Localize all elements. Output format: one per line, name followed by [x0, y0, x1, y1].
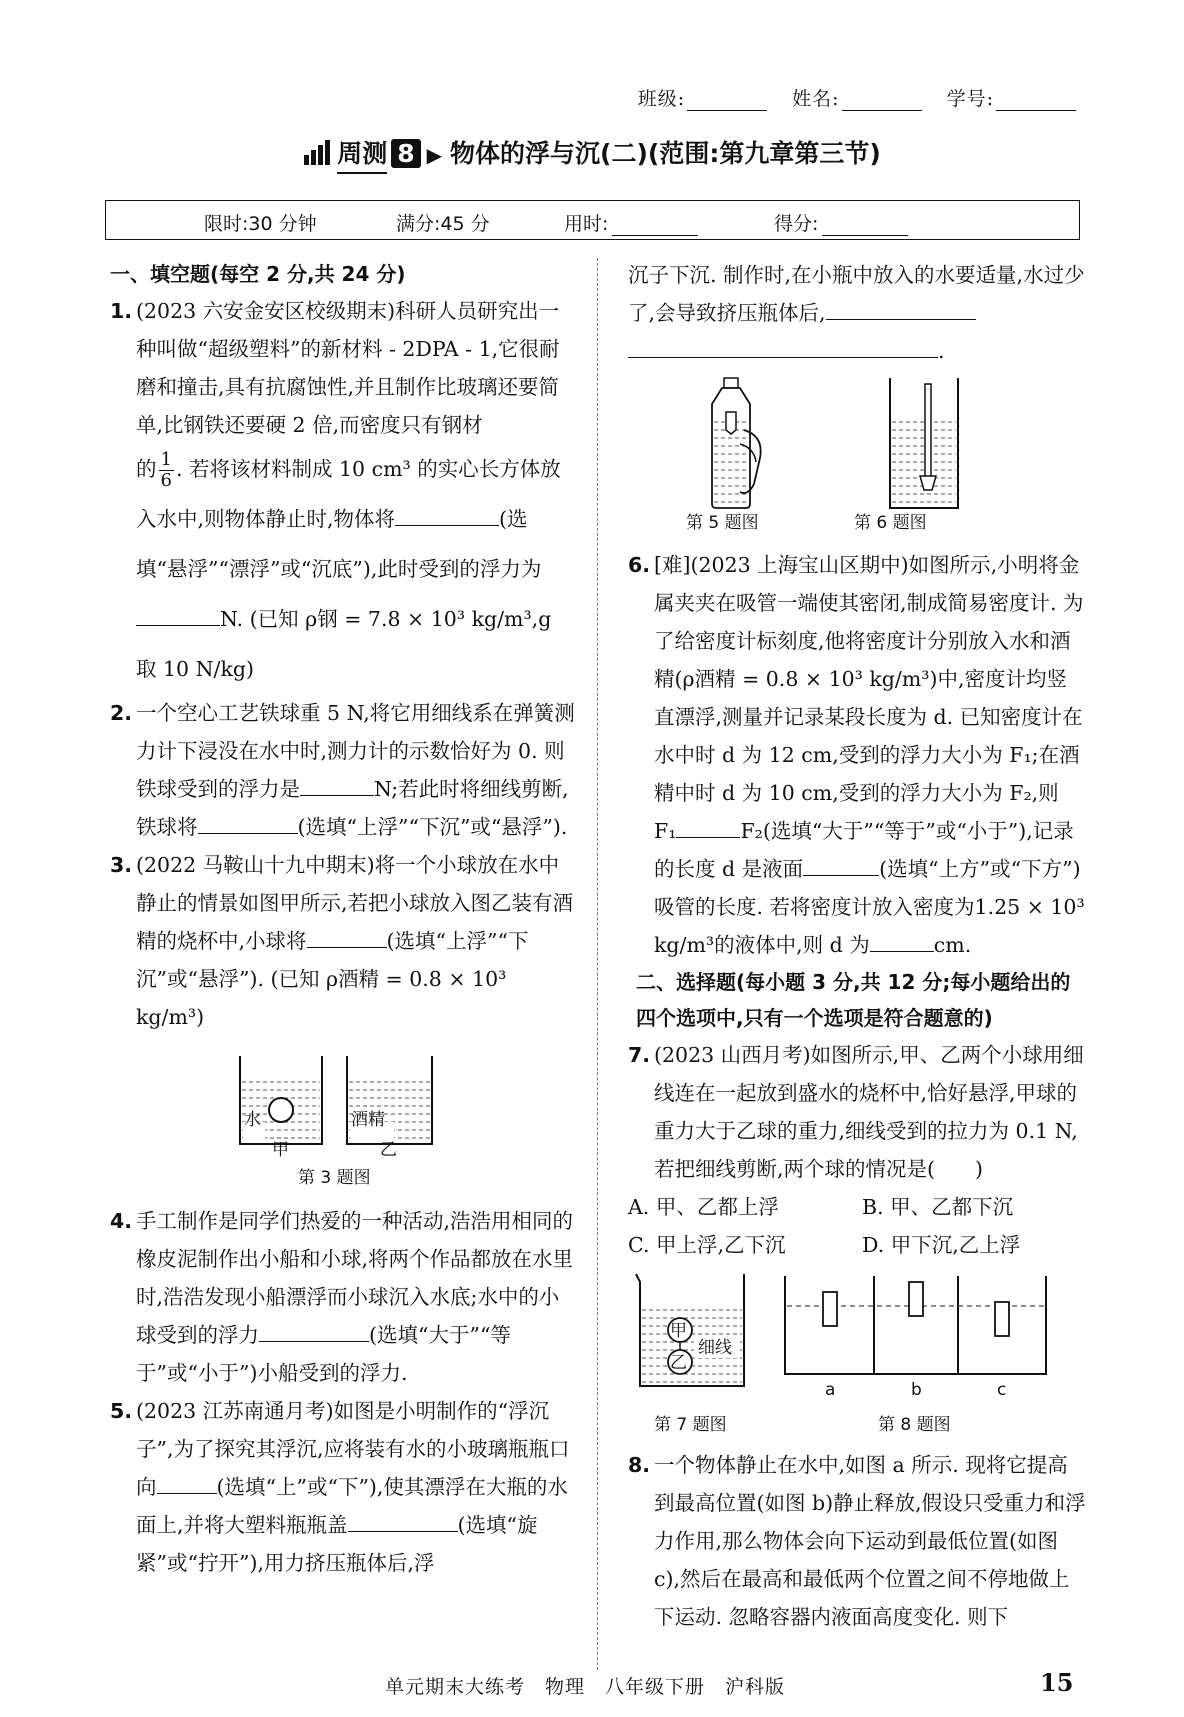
figure-5-6 [628, 374, 1086, 540]
student-info-fields [638, 84, 1076, 111]
q6-blank-3[interactable] [870, 929, 934, 952]
question-8: 8. 一个物体静止在水中,如图 a 所示. 现将它提高到最高位置(如图 b)静止释放,假设只受重力和浮力作用,那么物体会向下运动到最低位置(如图 c),然后在最高和最低两个位置之间不停地做上下运动. 忽略容器内液面高度变化. 则下 [628, 1453, 1086, 1629]
containers-abc [785, 1276, 1046, 1374]
question-4: 4. 手工制作是同学们热爱的一种活动,浩浩用相同的橡皮泥制作出小船和小球,将两个作品都放在水里时,浩浩发现小船漂浮而小球沉入水底;水中的小球受到的浮力 (选填“大于”“等于”或“小于”)小船受到的浮力. [110, 1209, 574, 1385]
bar-chart-icon [303, 139, 333, 171]
beaker-two-balls [636, 1274, 744, 1386]
q1-blank-2[interactable] [136, 603, 220, 626]
class-label: 班级: [637, 88, 686, 110]
q7-option-d[interactable]: D. 甲下沉,乙上浮 [862, 1233, 1021, 1257]
right-column [628, 256, 1086, 1636]
fraction-one-sixth: $\frac{1}{6}$ [160, 449, 172, 491]
q7-answer-slot[interactable] [935, 1154, 975, 1176]
question-5-continued: 沉子下沉. 制作时,在小瓶中放入的水要适量,水过少了,会导致挤压瓶体后, . [628, 263, 1085, 363]
week-number: 8 [391, 139, 420, 168]
label-b: b [911, 1380, 922, 1400]
question-2: 2. 一个空心工艺铁球重 5 N,将它用细线系在弹簧测力计下浸没在水中时,测力计的示数恰好为 0. 则铁球受到的浮力是 N;若此时将细线剪断,铁球将 (选填“上浮”“下沉”或“悬浮”). [110, 701, 575, 839]
q2-blank-2[interactable] [198, 811, 298, 834]
score-label: 得分: [774, 213, 819, 235]
label-jia: 甲 [272, 1140, 289, 1160]
question-1: 1. (2023 六安金安区校级期末)科研人员研究出一种叫做“超级塑料”的新材料 - 2DPA - 1,它很耐磨和撞击,具有抗腐蚀性,并且制作比玻璃还要简单,比钢铁还要硬 2 倍,而密度只有钢材 的 $\frac{1}{6}$ . 若将该材料制成 10 cm³ 的实心长方体放入水中,则物体静止时,物体将 (选填“悬浮”“漂浮”或“沉底”),此时受到的浮力为N. (已知 ρ钢 = 7.8 × 10³ kg/m³,g 取 10 N/kg) [110, 299, 561, 681]
object-c [995, 1302, 1009, 1336]
q5-blank-1[interactable] [157, 1471, 217, 1494]
figure-8-caption: 第 8 题图 [878, 1415, 951, 1435]
bottle-cartesian-diver [712, 378, 761, 508]
footer-book-title: 单元期末大练考 物理 八年级下册 沪科版 [385, 1676, 786, 1698]
id-label: 学号: [946, 88, 994, 110]
label-c: c [997, 1380, 1007, 1400]
question-7: 7. (2023 山西月考)如图所示,甲、乙两个小球用细线连在一起放到盛水的烧杯中,恰好悬浮,甲球的重力大于乙球的重力,细线受到的拉力为 0.1 N,若把细线剪断,两个球的情况是( ) A. 甲、乙都上浮 B. 甲、乙都下沉 C. 甲上浮,乙下沉 D. 甲下沉,乙上浮 [628, 1036, 1086, 1264]
q6-blank-1[interactable] [676, 815, 740, 838]
q7-option-b[interactable]: B. 甲、乙都下沉 [862, 1195, 1014, 1219]
class-field[interactable] [687, 90, 767, 111]
page-number: 15 [1040, 1668, 1074, 1697]
label-ball-yi: 乙 [670, 1353, 687, 1373]
density-meter-cup [890, 378, 958, 508]
used-time-label: 用时: [564, 213, 609, 235]
figure-3 [110, 1040, 575, 1192]
q5-blank-3[interactable] [826, 297, 976, 320]
figure-6-caption: 第 6 题图 [854, 513, 927, 533]
beaker-water [240, 1056, 322, 1144]
beaker-alcohol [347, 1056, 432, 1144]
ball [269, 1098, 293, 1122]
id-field[interactable] [996, 90, 1076, 111]
figure-7-8 [628, 1268, 1086, 1444]
full-score: 满分:45 分 [396, 213, 490, 235]
q5-blank-2[interactable] [348, 1509, 458, 1532]
object-b [909, 1282, 923, 1316]
triangle-icon: ▶ [426, 143, 443, 167]
used-time-field[interactable] [612, 215, 698, 236]
score-field[interactable] [822, 215, 908, 236]
label-alcohol: 酒精 [351, 1110, 385, 1130]
q4-blank-1[interactable] [259, 1319, 369, 1342]
label-yi: 乙 [380, 1140, 397, 1160]
name-field[interactable] [842, 90, 922, 111]
time-limit: 限时:30 分钟 [204, 213, 317, 235]
label-water: 水 [244, 1110, 261, 1130]
question-3: 3. (2022 马鞍山十九中期末)将一个小球放在水中静止的情景如图甲所示,若把小球放入图乙装有酒精的烧杯中,小球将 (选填“上浮”“下沉”或“悬浮”). (已知 ρ酒精 = 0.8 × 10³ kg/m³) [110, 853, 574, 1029]
name-label: 姓名: [792, 88, 840, 110]
page-title [0, 134, 1184, 174]
label-ball-jia: 甲 [670, 1321, 687, 1341]
section-choice: 二、选择题(每小题 3 分,共 12 分;每小题给出的四个选项中,只有一个选项是符合题意的) [636, 970, 1071, 1030]
label-thread: 细线 [698, 1338, 732, 1358]
figure-3-caption: 第 3 题图 [298, 1168, 371, 1188]
label-a: a [825, 1380, 836, 1400]
section-fill-in: 一、填空题(每空 2 分,共 24 分) [110, 262, 406, 286]
left-column [110, 256, 575, 1582]
q5-blank-4[interactable] [628, 335, 938, 358]
q7-option-c[interactable]: C. 甲上浮,乙下沉 [628, 1233, 786, 1257]
week-label: 周测 [337, 134, 387, 174]
figure-5-caption: 第 5 题图 [686, 513, 759, 533]
column-divider [597, 258, 598, 1670]
question-5: 5. (2023 江苏南通月考)如图是小明制作的“浮沉子”,为了探究其浮沉,应将装有水的小玻璃瓶瓶口向 (选填“上”或“下”),使其漂浮在大瓶的水面上,并将大塑料瓶瓶盖 (选填“旋紧”或“拧开”),用力挤压瓶体后,浮 [110, 1399, 570, 1575]
q1-blank-1[interactable] [395, 503, 499, 526]
q7-option-a[interactable]: A. 甲、乙都上浮 [628, 1195, 779, 1219]
q3-blank-1[interactable] [307, 925, 387, 948]
q2-blank-1[interactable] [300, 773, 374, 796]
figure-7-caption: 第 7 题图 [654, 1415, 727, 1435]
title-text: 物体的浮与沉(二)(范围:第九章第三节) [450, 139, 881, 168]
exam-info-bar [105, 200, 1080, 240]
question-6: 6. [难](2023 上海宝山区期中)如图所示,小明将金属夹夹在吸管一端使其密闭,制成简易密度计. 为了给密度计标刻度,他将密度计分别放入水和酒精(ρ酒精 = 0.8 × 10³ kg/m³)中,密度计均竖直漂浮,测量并记录某段长度为 d. 已知密度计在水中时 d 为 12 cm,受到的浮力大小为 F₁;在酒精中时 d 为 10 cm,受到的浮力大小为 F₂,则 F₁ F₂(选填“大于”“等于”或“小于”),记录的长度 d 是液面 (选填“上方”或“下方”)吸管的长度. 若将密度计放入密度为1.25 × 10³ kg/m³的液体中,则 d 为 cm. [628, 553, 1085, 957]
object-a [823, 1292, 837, 1326]
q6-blank-2[interactable] [803, 853, 879, 876]
